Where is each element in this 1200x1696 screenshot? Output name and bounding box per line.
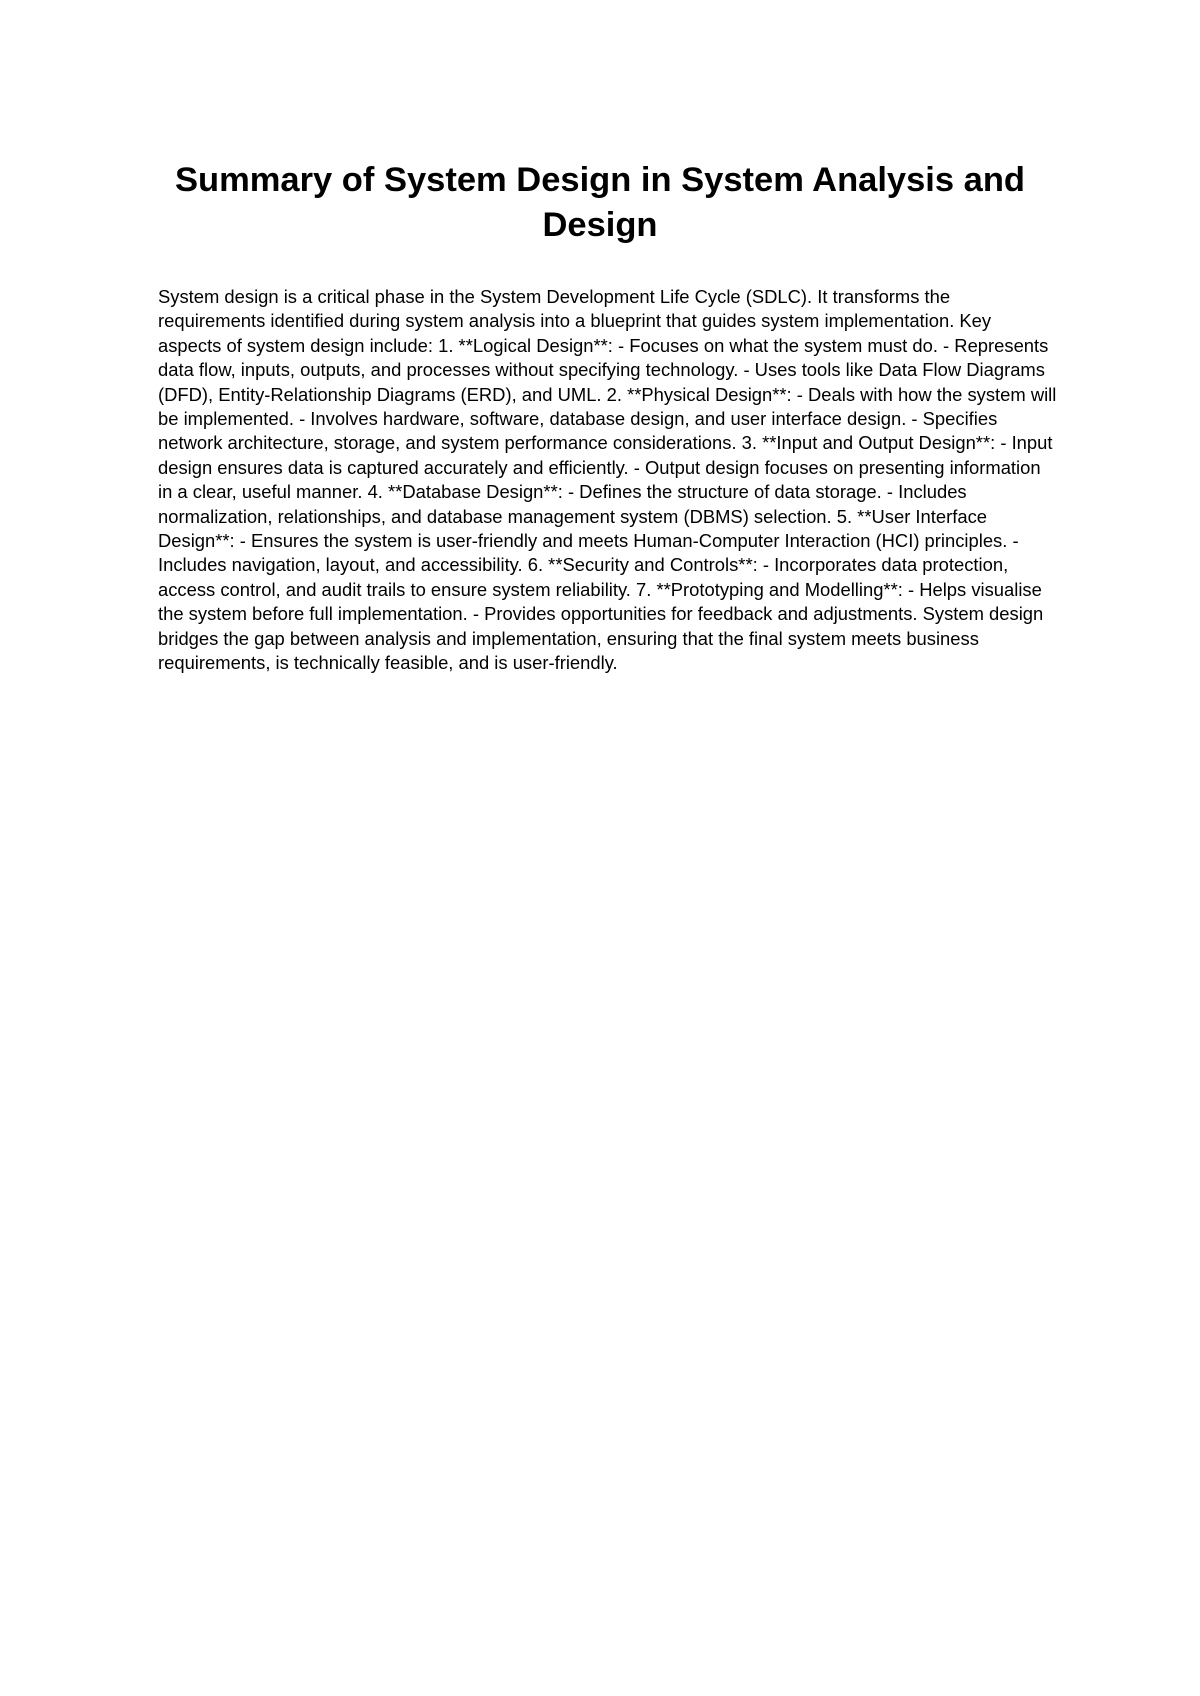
document-body: System design is a critical phase in the System Development Life Cycle (SDLC). It transforms the requirements identified during system analysis into a blueprint that guides system implementation. Key aspects of system design include: 1. **Logical Design**: - Focuses on what the system must do. - Represents data flow, inputs, outputs, and processes without specifying technology. - Uses tools like Data Flow Diagrams (DFD), Entity-Relationship Diagrams (ERD), and UML. 2. **Physical Design**: - Deals with how the system will be implemented. - Involves hardware, software, database design, and user interface design. - Specifies network architecture, storage, and system performance considerations. 3. **Input and Output Design**: - Input design ensures data is captured accurately and efficiently. - Output design focuses on presenting information in a clear, useful manner. 4. **Database Design**: - Defines the structure of data storage. - Includes normalization, relationships, and database management system (DBMS) selection. 5. **User Interface Design**: - Ensures the system is user-friendly and meets Human-Computer Interaction (HCI) principles. - Includes navigation, layout, and accessibility. 6. **Security and Controls**: - Incorporates data protection, access control, and audit trails to ensure system reliability. 7. **Prototyping and Modelling**: - Helps visualise the system before full implementation. - Provides opportunities for feedback and adjustments. System design bridges the gap between analysis and implementation, ensuring that the final system meets business requirements, is technically feasible, and is user-friendly.	[158, 286, 1057, 674]
document-title: Summary of System Design in System Analysis and Design	[174, 161, 1026, 244]
